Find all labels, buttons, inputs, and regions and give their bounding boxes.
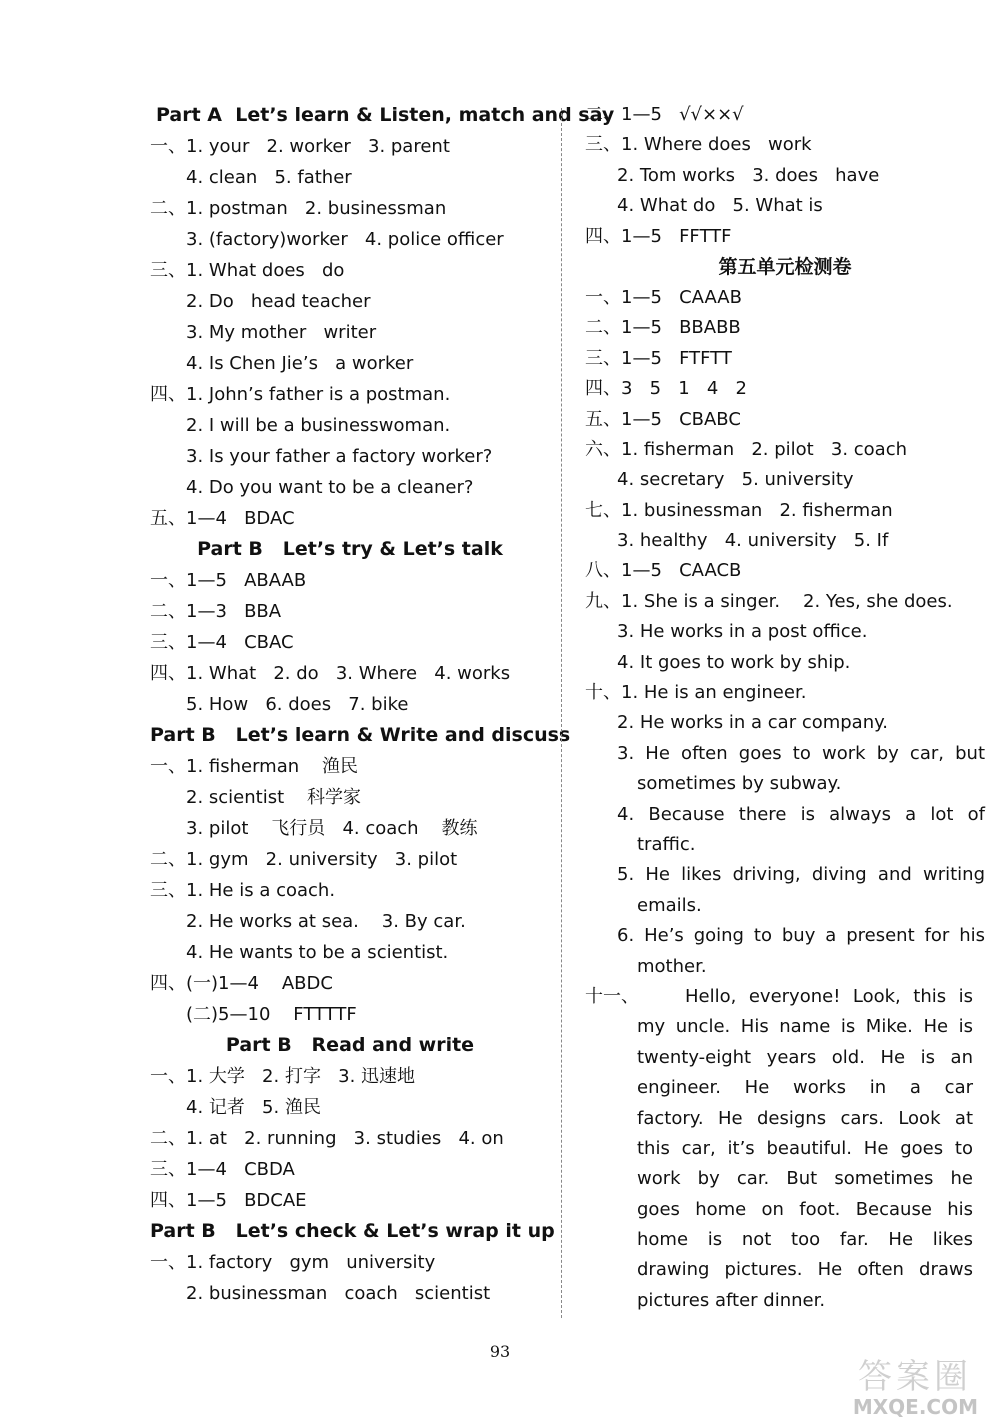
right-answer-line: sometimes by subway. xyxy=(637,773,842,795)
essay-first-line xyxy=(585,982,985,1012)
left-answer-line: 二、1. at 2. running 3. studies 4. on xyxy=(150,1128,504,1149)
left-answer-line: 五、1—4 BDAC xyxy=(150,508,295,529)
essay-line: work by car. But sometimes he xyxy=(637,1168,973,1190)
right-answer-line: 五、1—5 CBABC xyxy=(585,408,741,430)
right-answer-line: 一、1—5 CAAAB xyxy=(585,286,742,308)
right-answer-line: 4. What do 5. What is xyxy=(617,195,823,217)
essay-paragraph xyxy=(585,1012,973,1316)
left-section-heading: Part B Let’s try & Let’s talk xyxy=(197,538,503,560)
left-answer-line: 三、1—4 CBAC xyxy=(150,632,294,653)
left-answer-line: 4. He wants to be a scientist. xyxy=(186,942,449,963)
right-answer-line: traffic. xyxy=(637,833,696,855)
right-answer-line: 六、1. fisherman 2. pilot 3. coach xyxy=(585,438,908,460)
essay-line: drawing pictures. He often draws xyxy=(637,1259,973,1281)
essay-line: twenty-eight years old. He is an xyxy=(637,1046,973,1068)
left-answer-line: 2. scientist 科学家 xyxy=(186,787,362,808)
left-answer-line: 3. pilot 飞行员 4. coach 教练 xyxy=(186,818,478,839)
left-answer-line: 4. Do you want to be a cleaner? xyxy=(186,477,474,498)
left-answer-line: 一、1. factory gym university xyxy=(150,1252,436,1273)
right-answer-line: emails. xyxy=(637,894,702,916)
right-answer-line: 4. Because there is always a lot of xyxy=(617,803,985,825)
right-answer-line: 四、3 5 1 4 2 xyxy=(585,378,747,400)
essay-line: this car, it’s beautiful. He goes to xyxy=(637,1137,973,1159)
right-answer-line: 七、1. businessman 2. fisherman xyxy=(585,499,893,521)
right-answer-line: 二、1—5 √√××√ xyxy=(585,104,744,125)
left-answer-line: 5. How 6. does 7. bike xyxy=(186,694,409,715)
right-answer-line: 2. Tom works 3. does have xyxy=(617,164,880,186)
right-answer-line: 二、1—5 BBABB xyxy=(585,317,741,339)
right-answer-line: 2. He works in a car company. xyxy=(617,712,888,734)
left-section-heading: Part B Let’s check & Let’s wrap it up xyxy=(150,1220,555,1242)
left-answer-line: 四、1—5 BDCAE xyxy=(150,1190,307,1211)
left-answer-line: 四、1. John’s father is a postman. xyxy=(150,384,451,405)
watermark-logo-text: 答案圈 xyxy=(858,1357,972,1397)
essay-line: pictures after dinner. xyxy=(637,1289,826,1311)
right-answer-line: 3. healthy 4. university 5. If xyxy=(617,530,889,552)
right-answer-line: 4. secretary 5. university xyxy=(617,469,854,491)
essay-line: home is not too far. He likes xyxy=(637,1229,973,1251)
watermark-url: MXQE.COM xyxy=(852,1395,978,1419)
left-answer-line: 4. 记者 5. 渔民 xyxy=(186,1097,321,1118)
right-answer-column xyxy=(585,100,985,1316)
left-answer-line: 四、(一)1—4 ABDC xyxy=(150,973,333,994)
right-answer-line: 6. He’s going to buy a present for his xyxy=(617,925,985,947)
left-answer-line: 四、1. What 2. do 3. Where 4. works xyxy=(150,663,511,684)
right-answer-line: 八、1—5 CAACB xyxy=(585,560,742,582)
left-section-heading: Part A Let’s learn & Listen, match and say xyxy=(156,104,615,126)
left-answer-line: 三、1—4 CBDA xyxy=(150,1159,295,1180)
right-answer-line: 4. It goes to work by ship. xyxy=(617,651,851,673)
left-answer-line: 4. Is Chen Jie’s a worker xyxy=(186,353,414,374)
right-answer-line: 3. He often goes to work by car, but xyxy=(617,742,985,764)
left-answer-line: 2. I will be a businesswoman. xyxy=(186,415,451,436)
column-divider xyxy=(561,108,562,1318)
left-answer-line: (二)5—10 FTTTTF xyxy=(186,1004,357,1025)
left-answer-line: 2. Do head teacher xyxy=(186,291,371,312)
left-answer-line: 3. My mother writer xyxy=(186,322,377,343)
left-answer-line: 一、1. fisherman 渔民 xyxy=(150,756,359,777)
left-answer-line: 4. clean 5. father xyxy=(186,167,352,188)
right-answer-line: 3. He works in a post office. xyxy=(617,621,868,643)
left-answer-line: 3. (factory)worker 4. police officer xyxy=(186,229,504,250)
essay-line: engineer. He works in a car xyxy=(637,1077,973,1099)
left-answer-line: 三、1. What does do xyxy=(150,260,345,281)
essay-line: my uncle. His name is Mike. He is xyxy=(637,1016,973,1038)
essay-opening: Hello, everyone! Look, this is xyxy=(685,985,973,1007)
left-section-heading: Part B Read and write xyxy=(225,1034,475,1056)
essay-line: goes home on foot. Because his xyxy=(637,1198,973,1220)
right-answer-line: 三、1. Where does work xyxy=(585,134,812,156)
right-answer-line: 十、1. He is an engineer. xyxy=(585,682,807,704)
right-answer-line: 四、1—5 FFTTF xyxy=(585,225,732,247)
right-answer-line: 5. He likes driving, diving and writing xyxy=(617,864,985,886)
left-answer-line: 2. He works at sea. 3. By car. xyxy=(186,911,466,932)
right-section-heading: 第五单元检测卷 xyxy=(718,255,852,278)
essay-label: 十一、 xyxy=(585,985,639,1007)
left-answer-line: 二、1. postman 2. businessman xyxy=(150,198,447,219)
page-number: 93 xyxy=(489,1342,511,1361)
left-answer-line: 2. businessman coach scientist xyxy=(186,1283,491,1304)
watermark-logo xyxy=(832,1349,982,1419)
essay-line: factory. He designs cars. Look at xyxy=(637,1107,973,1129)
right-answer-line: mother. xyxy=(637,955,707,977)
left-answer-line: 三、1. He is a coach. xyxy=(150,880,336,901)
right-answer-line: 九、1. She is a singer. 2. Yes, she does. xyxy=(585,590,953,612)
left-answer-line: 一、1. your 2. worker 3. parent xyxy=(150,136,450,157)
left-answer-line: 二、1. gym 2. university 3. pilot xyxy=(150,849,458,870)
right-answer-line: 三、1—5 FTFTT xyxy=(585,347,732,369)
left-answer-line: 3. Is your father a factory worker? xyxy=(186,446,493,467)
left-section-heading: Part B Let’s learn & Write and discuss xyxy=(150,724,571,746)
left-answer-line: 一、1. 大学 2. 打字 3. 迅速地 xyxy=(150,1066,416,1087)
left-answer-line: 一、1—5 ABAAB xyxy=(150,570,307,591)
left-answer-line: 二、1—3 BBA xyxy=(150,601,282,622)
